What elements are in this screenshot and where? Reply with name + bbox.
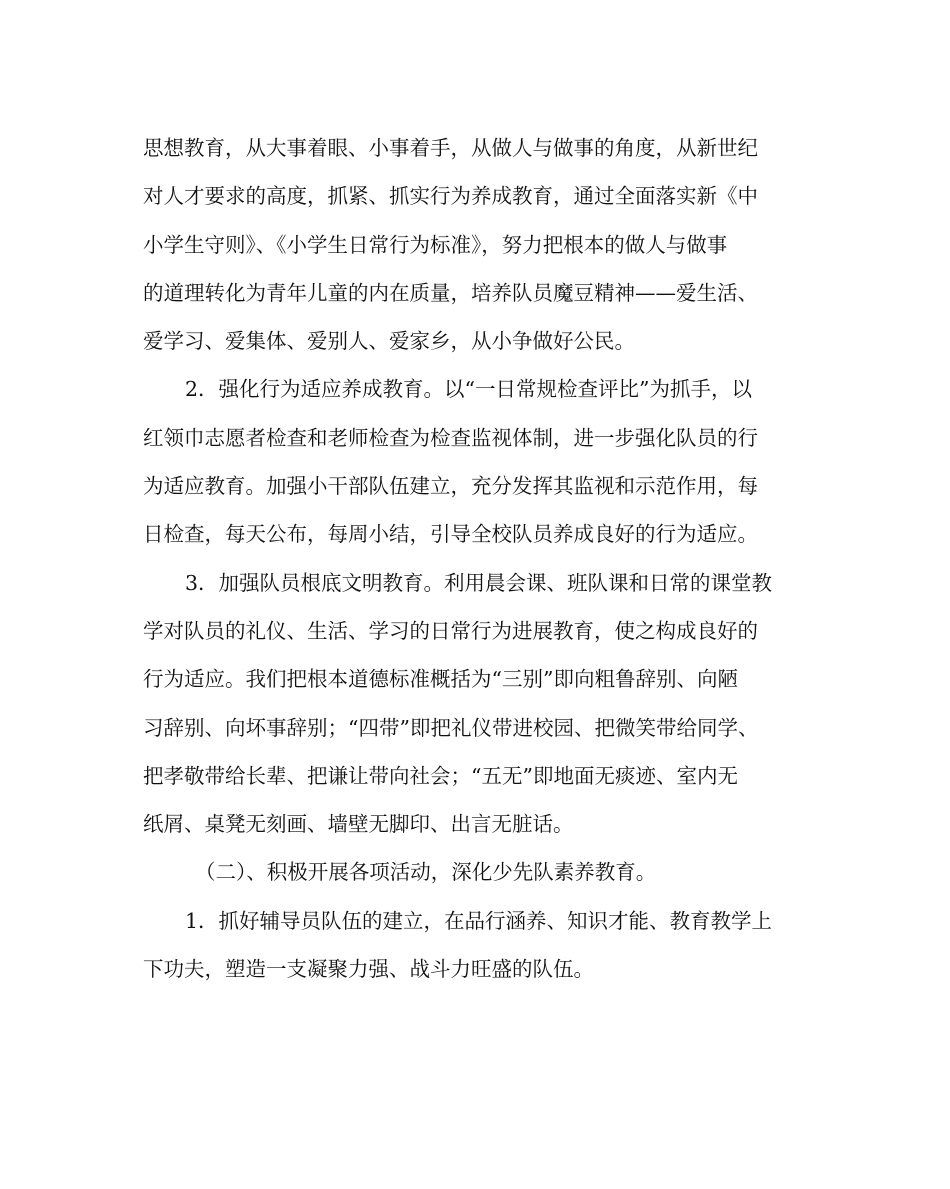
text-line: 为适应教育。加强小干部队伍建立，充分发挥其监视和示范作用，每 [143, 474, 758, 499]
text-line: 行为适应。我们把根本道德标准概括为“三别”即向粗鲁辞别、向陋 [143, 667, 738, 692]
document-body [143, 124, 823, 993]
text-line: 小学生守则》、《小学生日常行为标准》，努力把根本的做人与做事 [143, 232, 728, 257]
section-heading: （二）、积极开展各项活动，深化少先队素养教育。 [195, 860, 657, 885]
text-line: 对人才要求的高度，抓紧、抓实行为养成教育，通过全面落实新《中 [143, 184, 758, 209]
text-line: 习辞别、向坏事辞别；“四带”即把礼仪带进校园、把微笑带给同学、 [143, 715, 759, 740]
text-line: 红领巾志愿者检查和老师检查为检查监视体制，进一步强化队员的行 [143, 425, 758, 450]
paragraph-start-line: 3．加强队员根底文明教育。利用晨会课、班队课和日常的课堂教 [185, 570, 773, 595]
text-line: 日检查，每天公布，每周小结，引导全校队员养成良好的行为适应。 [143, 522, 758, 547]
text-line: 把孝敬带给长辈、把谦让带向社会；“五无”即地面无痰迹、室内无 [143, 763, 738, 788]
text-line: 纸屑、桌凳无刻画、墙壁无脚印、出言无脏话。 [143, 812, 574, 837]
paragraph-start-line: 1．抓好辅导员队伍的建立，在品行涵养、知识才能、教育教学上 [185, 908, 773, 933]
text-line: 爱学习、爱集体、爱别人、爱家乡，从小争做好公民。 [143, 329, 635, 354]
paragraph-start-line: 2．强化行为适应养成教育。以“一日常规检查评比”为抓手，以 [185, 377, 753, 402]
text-line: 学对队员的礼仪、生活、学习的日常行为进展教育，使之构成良好的 [143, 618, 758, 643]
text-line: 思想教育，从大事着眼、小事着手，从做人与做事的角度，从新世纪 [143, 136, 758, 160]
text-line: 的道理转化为青年儿童的内在质量，培养队员魔豆精神——爱生活、 [143, 280, 758, 305]
text-line: 下功夫，塑造一支凝聚力强、战斗力旺盛的队伍。 [143, 957, 594, 982]
